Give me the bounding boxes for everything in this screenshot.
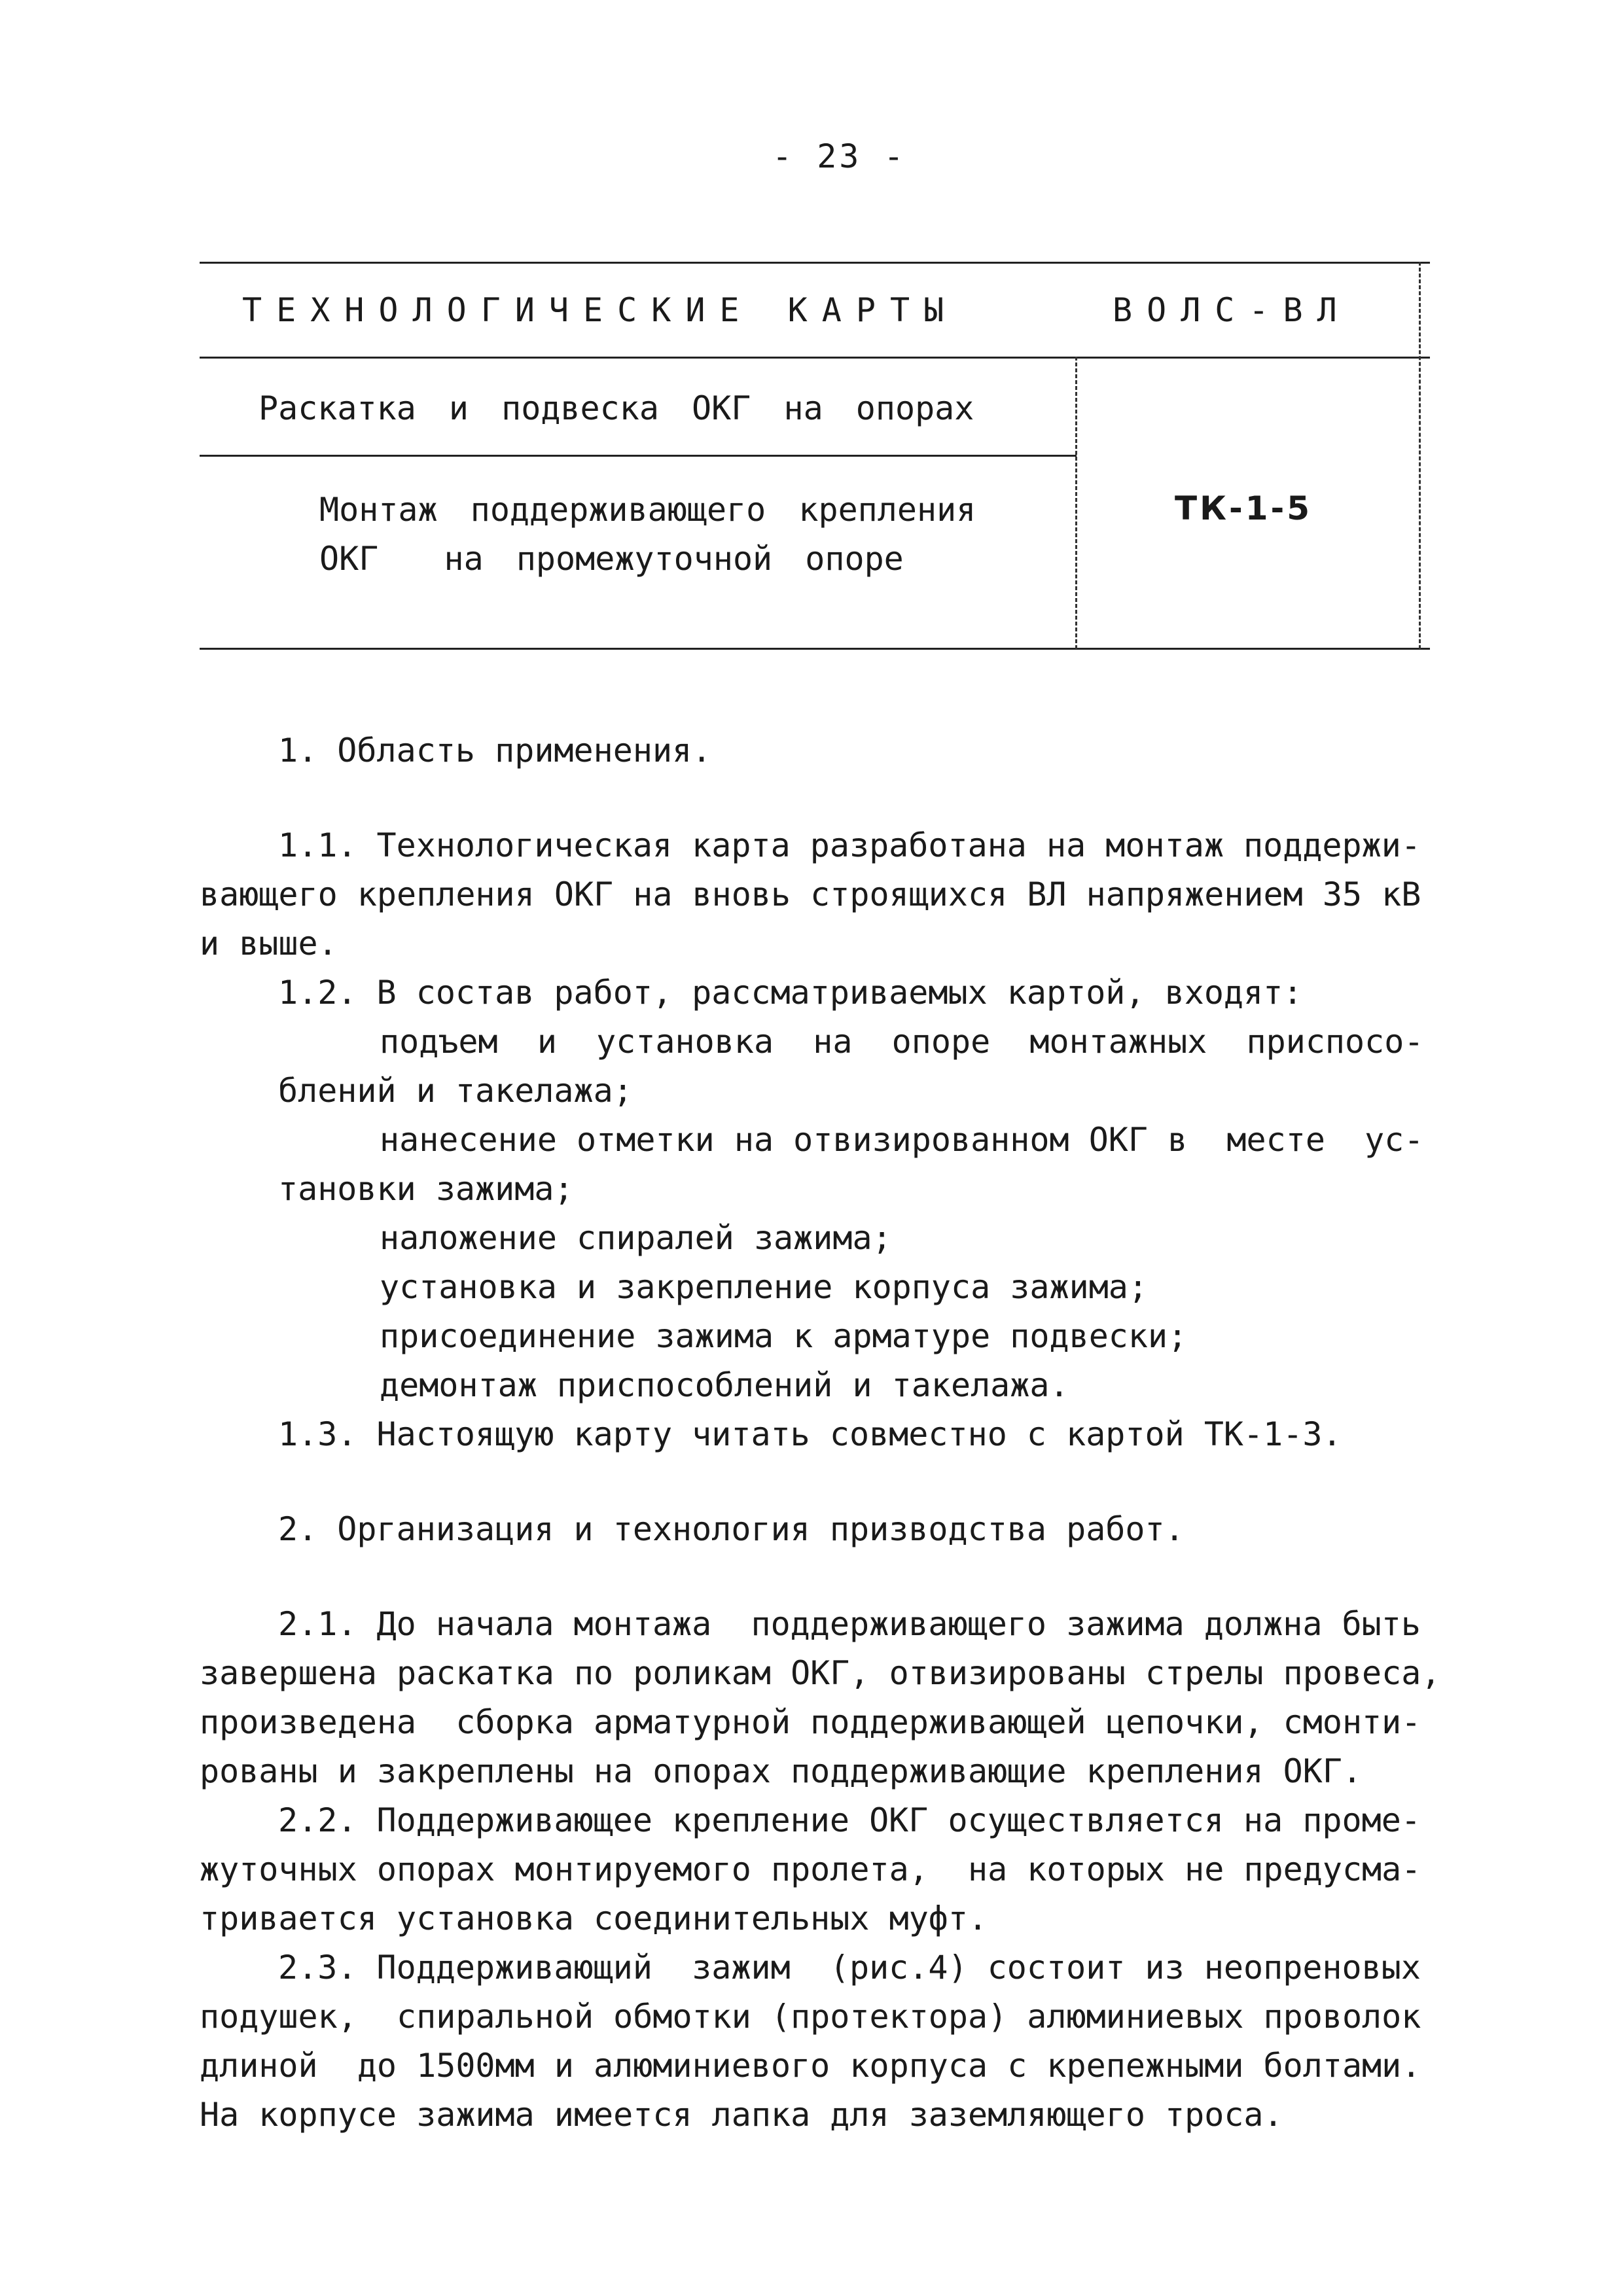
header-divider <box>1075 357 1077 649</box>
paragraph-line: тривается установка соединительных муфт. <box>200 1899 988 1937</box>
header-subsection-line: ОКГ на промежуточной опоре <box>319 540 904 578</box>
page-number: - 23 - <box>772 137 906 175</box>
paragraph-line: 1.3. Настоящую карту читать совместно с картой ТК-1-3. <box>278 1415 1342 1453</box>
paragraph-line: и выше. <box>200 925 338 963</box>
list-item: демонтаж приспособлений и такелажа. <box>380 1366 1069 1404</box>
header-right-border <box>1419 262 1421 649</box>
header-bottom-rule <box>200 648 1430 650</box>
header-subsection-line: Монтаж поддерживающего крепления <box>319 491 976 529</box>
header-code: ВОЛС-ВЛ <box>1113 291 1351 329</box>
paragraph-line: произведена сборка арматурной поддерживающей цепочки, смонти- <box>200 1703 1421 1741</box>
header-top-rule <box>200 262 1430 264</box>
paragraph-line: подушек, спиральной обмотки (протектора) алюминиевых проволок <box>200 1998 1421 2036</box>
card-id: ТК-1-5 <box>1175 489 1313 527</box>
list-item: нанесение отметки на отвизированном ОКГ в месте ус- <box>380 1121 1424 1159</box>
list-item: установка и закрепление корпуса зажима; <box>380 1268 1148 1306</box>
header-rule-3 <box>200 455 1077 457</box>
section-heading: 1. Область применения. <box>278 732 712 769</box>
paragraph-line: 2.3. Поддерживающий зажим (рис.4) состоит из неопреновых <box>278 1949 1421 1987</box>
paragraph-line: 2.2. Поддерживающее крепление ОКГ осуществляется на проме- <box>278 1801 1421 1839</box>
paragraph-line: завершена раскатка по роликам ОКГ, отвизированы стрелы провеса, <box>200 1654 1441 1692</box>
paragraph-line: 2.1. До начала монтажа поддерживающего зажима должна быть <box>278 1605 1421 1643</box>
paragraph-line: На корпусе зажима имеется лапка для заземляющего троса. <box>200 2096 1283 2134</box>
header-subsection <box>319 486 976 584</box>
section-heading: 2. Организация и технология призводства работ. <box>278 1510 1185 1548</box>
list-item: подъем и установка на опоре монтажных приспосо- <box>380 1023 1424 1061</box>
list-item: блений и такелажа; <box>278 1072 633 1110</box>
list-item: наложение спиралей зажима; <box>380 1219 892 1257</box>
header-rule-2 <box>200 357 1430 359</box>
header-title: ТЕХНОЛОГИЧЕСКИЕ КАРТЫ <box>242 291 959 329</box>
paragraph-line: вающего крепления ОКГ на вновь строящихся ВЛ напряжением 35 кВ <box>200 875 1421 913</box>
header-section: Раскатка и подвеска ОКГ на опорах <box>259 389 974 427</box>
paragraph-line: рованы и закреплены на опорах поддерживающие крепления ОКГ. <box>200 1752 1363 1790</box>
list-item: тановки зажима; <box>278 1170 574 1208</box>
paragraph-line: 1.1. Технологическая карта разработана на монтаж поддержи- <box>278 826 1421 864</box>
paragraph-line: 1.2. В состав работ, рассматриваемых картой, входят: <box>278 974 1303 1012</box>
list-item: присоединение зажима к арматуре подвески; <box>380 1317 1188 1355</box>
paragraph-line: длиной до 1500мм и алюминиевого корпуса с крепежными болтами. <box>200 2047 1421 2085</box>
paragraph-line: жуточных опорах монтируемого пролета, на которых не предусма- <box>200 1850 1421 1888</box>
